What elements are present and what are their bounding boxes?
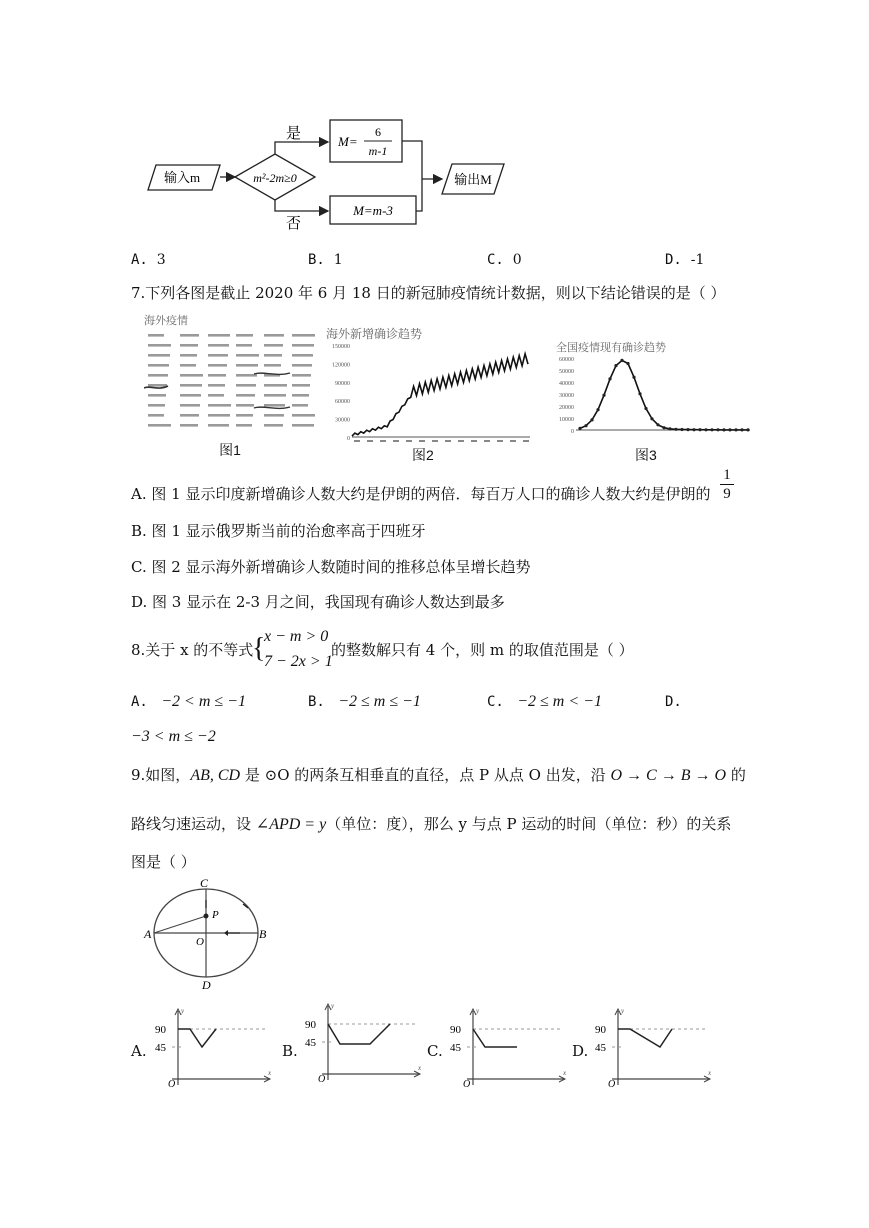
option-letter: A. <box>131 252 148 268</box>
highlight-mark <box>254 407 290 408</box>
figure-1-title: 海外疫情 <box>144 314 188 327</box>
segment-ap <box>154 916 206 933</box>
table-cell <box>208 374 226 377</box>
q9-option-b-label[interactable]: B. <box>282 1042 298 1060</box>
table-cell <box>264 394 286 397</box>
figure-3-point <box>734 428 737 431</box>
flowchart-yes-box-lhs: M= <box>338 134 358 149</box>
table-cell <box>180 364 196 367</box>
y-label-45: 45 <box>595 1042 606 1054</box>
inequality-1: x − m > 0 <box>264 628 329 645</box>
q9-line-1-mid: 是 ⊙O 的两条互相垂直的直径，点 P 从点 O 出发，沿 <box>240 766 611 784</box>
q8-stem-pre: 8.关于 x 的不等式 <box>131 641 254 659</box>
q9-line-1-pre: 9.如图， <box>131 766 191 784</box>
highlight-mark <box>254 373 290 374</box>
option-letter: D. <box>665 252 682 268</box>
y-label-45: 45 <box>450 1042 461 1054</box>
figure-3-y-tick: 40000 <box>559 381 574 387</box>
table-cell <box>236 374 257 377</box>
table-cell <box>236 354 259 357</box>
fraction-denominator: 9 <box>720 484 734 503</box>
figure-3-point <box>614 364 617 367</box>
q6-option-d[interactable] <box>665 250 704 270</box>
label-p: P <box>212 909 219 921</box>
figure-3-point <box>728 428 731 431</box>
table-cell <box>208 424 229 427</box>
option-value: −2 ≤ m ≤ −1 <box>338 693 421 710</box>
y-axis-label: y <box>181 1007 185 1015</box>
q7-option-c[interactable]: C. 图 2 显示海外新增确诊人数随时间的推移总体呈增长趋势 <box>131 558 531 576</box>
q8-option-a[interactable] <box>131 692 246 712</box>
option-value: 1 <box>333 252 343 268</box>
q9-line-2-post: （单位：度），那么 y 与点 P 运动的时间（单位：秒）的关系 <box>326 815 732 833</box>
figure-2-series-line <box>352 354 528 436</box>
figure-3-point <box>704 428 707 431</box>
table-cell <box>180 374 203 377</box>
flowchart-no-label: 否 <box>286 216 302 232</box>
figure-1-table <box>144 328 316 436</box>
figure-2-y-tick: 150000 <box>332 344 350 350</box>
x-axis-label: x <box>418 1064 422 1072</box>
label-b: B <box>259 927 267 941</box>
figure-3-y-tick: 50000 <box>559 369 574 375</box>
q9-graph-b[interactable] <box>300 1000 425 1085</box>
figure-3-y-tick: 30000 <box>559 393 574 399</box>
table-cell <box>236 394 255 397</box>
option-value: −2 < m ≤ −1 <box>161 693 246 710</box>
figure-3-point <box>710 428 713 431</box>
table-cell <box>264 384 287 387</box>
figure-3-chart <box>540 352 755 442</box>
option-value: −2 ≤ m < −1 <box>517 693 602 710</box>
figure-2-x-tick <box>354 440 360 442</box>
q8-option-d[interactable] <box>665 692 682 712</box>
table-cell <box>148 364 169 367</box>
table-cell <box>148 414 164 417</box>
q7-option-a-fraction <box>720 466 734 503</box>
q7-option-d[interactable]: D. 图 3 显示在 2-3 月之间，我国现有确诊人数达到最多 <box>131 593 505 611</box>
label-a: A <box>144 927 152 941</box>
table-cell <box>292 384 310 387</box>
figure-2-y-tick: 60000 <box>335 399 350 406</box>
figure-2-y-tick: 30000 <box>335 417 350 424</box>
figure-3-point <box>668 427 671 430</box>
table-cell <box>292 404 308 407</box>
q9-option-d-label[interactable]: D. <box>572 1042 589 1060</box>
figure-2-x-tick <box>419 440 425 442</box>
figure-3-y-tick: 20000 <box>559 405 574 411</box>
q8-stem-post: 的整数解只有 4 个，则 m 的取值范围是（ ） <box>331 641 634 659</box>
fraction-numerator: 1 <box>723 467 731 483</box>
option-value: 3 <box>156 252 166 268</box>
table-cell <box>208 344 229 347</box>
table-cell <box>264 364 281 367</box>
table-cell <box>264 414 284 417</box>
table-cell <box>292 364 312 367</box>
table-cell <box>208 334 230 337</box>
flowchart-input-label: 输入m <box>163 170 201 185</box>
q6-option-c[interactable] <box>487 250 522 270</box>
option-value: 0 <box>512 252 522 268</box>
flowchart <box>140 110 520 240</box>
flowchart-yes-box-den: m-1 <box>368 144 388 158</box>
table-cell <box>236 364 258 367</box>
q9-option-a-label[interactable]: A. <box>131 1042 147 1060</box>
figure-3-point <box>638 392 641 395</box>
brace-icon: { <box>252 633 266 664</box>
table-cell <box>208 354 228 357</box>
option-text: A. 图 1 显示印度新增确诊人数大约是伊朗的两倍．每百万人口的确诊人数大约是伊朗的 <box>131 485 711 503</box>
figure-3-point <box>674 428 677 431</box>
flowchart-condition-label: m²-2m≥0 <box>253 171 297 185</box>
table-cell <box>264 404 285 407</box>
table-cell <box>148 354 170 357</box>
y-axis-label: y <box>621 1007 625 1015</box>
q7-option-a[interactable] <box>131 484 710 504</box>
x-axis-label: x <box>708 1069 712 1077</box>
table-cell <box>208 364 227 367</box>
table-cell <box>180 354 197 357</box>
graph-curve <box>618 1029 672 1047</box>
figure-2-y-tick: 120000 <box>332 362 350 369</box>
figure-2-x-tick <box>445 440 451 442</box>
origin-label: O <box>318 1074 326 1085</box>
figure-2-title: 海外新增确诊趋势 <box>326 327 423 341</box>
q9-line-1-post: 的 <box>726 766 746 784</box>
label-c: C <box>200 878 209 890</box>
q9-graph-d[interactable] <box>590 1005 715 1090</box>
table-cell <box>148 384 167 387</box>
figure-3-y-tick: 0 <box>571 429 574 435</box>
q9-line-1 <box>131 765 746 786</box>
origin-label: O <box>168 1079 176 1090</box>
y-axis-label: y <box>476 1007 480 1015</box>
figure-2-x-tick <box>523 440 529 442</box>
y-label-45: 45 <box>155 1042 166 1054</box>
q7-stem: 7.下列各图是截止 2020 年 6 月 18 日的新冠肺疫情统计数据，则以下结论错误的是（ ） <box>131 284 726 302</box>
q7-option-b[interactable]: B. 图 1 显示俄罗斯当前的治愈率高于四班牙 <box>131 522 426 540</box>
figure-3-point <box>626 362 629 365</box>
table-cell <box>180 384 202 387</box>
origin-label: O <box>608 1079 616 1090</box>
x-axis-label: x <box>563 1069 567 1077</box>
q9-option-c-label[interactable]: C. <box>427 1042 443 1060</box>
figure-3-point <box>578 427 581 430</box>
table-cell <box>148 334 164 337</box>
figure-2-x-tick <box>380 440 386 442</box>
y-label-90: 90 <box>450 1024 461 1036</box>
figure-3-point <box>722 428 725 431</box>
figure-3-point <box>608 377 611 380</box>
figure-3-caption: 图3 <box>635 447 657 463</box>
table-cell <box>292 414 315 417</box>
y-label-90: 90 <box>155 1024 166 1036</box>
figure-3-point <box>596 408 599 411</box>
flowchart-yes-label: 是 <box>286 126 302 142</box>
figure-2-x-tick <box>484 440 490 442</box>
table-cell <box>264 344 283 347</box>
figure-3-point <box>740 428 743 431</box>
table-cell <box>236 414 253 417</box>
figure-2-x-tick <box>471 440 477 442</box>
table-cell <box>208 384 225 387</box>
y-label-45: 45 <box>305 1037 316 1049</box>
option-value: -1 <box>690 252 705 268</box>
figure-2-caption: 图2 <box>412 447 434 463</box>
table-cell <box>148 404 165 407</box>
origin-label: O <box>463 1079 471 1090</box>
table-cell <box>292 374 311 377</box>
table-cell <box>148 374 168 377</box>
figure-3-point <box>650 417 653 420</box>
table-cell <box>180 414 199 417</box>
table-cell <box>292 394 309 397</box>
figure-3-point <box>692 428 695 431</box>
q7-figure-3 <box>540 312 755 465</box>
table-cell <box>264 354 282 357</box>
q9-line-1-path: O → C → B → O <box>610 767 727 784</box>
label-d: D <box>202 978 211 990</box>
table-cell <box>148 344 171 347</box>
table-cell <box>292 424 314 427</box>
figure-2-x-tick <box>393 440 399 442</box>
option-letter: D. <box>665 694 682 710</box>
q9-graph-c[interactable] <box>445 1005 570 1090</box>
option-letter: A. <box>131 694 148 710</box>
q9-line-1-ab: AB, CD <box>190 767 241 784</box>
figure-3-point <box>686 428 689 431</box>
figure-3-point <box>590 418 593 421</box>
table-cell <box>208 394 224 397</box>
table-cell <box>180 344 198 347</box>
figure-3-point <box>620 359 623 362</box>
q9-circle-figure <box>140 878 280 990</box>
x-axis-label: x <box>268 1069 272 1077</box>
graph-curve <box>178 1029 216 1047</box>
figure-3-point <box>716 428 719 431</box>
q9-line-2-pre: 路线匀速运动，设 <box>131 815 256 833</box>
point-p <box>204 914 209 919</box>
table-cell <box>264 424 283 427</box>
figure-3-point <box>746 428 749 431</box>
q6-option-b[interactable] <box>308 250 343 270</box>
q9-graph-a[interactable] <box>150 1005 275 1090</box>
q7-figure-2 <box>322 325 532 465</box>
q9-line-3: 图是（ ） <box>131 853 196 871</box>
figure-2-x-tick <box>497 440 503 442</box>
table-cell <box>148 424 171 427</box>
y-axis-label: y <box>331 1002 335 1010</box>
figure-2-x-tick <box>406 440 412 442</box>
q6-option-a[interactable] <box>131 250 166 270</box>
option-letter: C. <box>487 694 504 710</box>
table-cell <box>292 344 314 347</box>
figure-3-point <box>584 424 587 427</box>
q8-system <box>264 624 333 674</box>
figure-2-x-tick <box>432 440 438 442</box>
flowchart-yes-box-num: 6 <box>375 125 381 139</box>
figure-3-point <box>680 428 683 431</box>
figure-3-point <box>662 426 665 429</box>
figure-3-point <box>632 376 635 379</box>
y-label-90: 90 <box>595 1024 606 1036</box>
table-cell <box>180 394 201 397</box>
figure-3-point <box>644 407 647 410</box>
q8-option-d-value <box>131 726 216 747</box>
figure-1-caption: 图1 <box>219 442 241 458</box>
option-letter: B. <box>308 694 325 710</box>
table-cell <box>148 394 166 397</box>
figure-3-title: 全国疫情现有确诊趋势 <box>556 341 666 354</box>
figure-2-y-tick: 90000 <box>335 380 350 387</box>
q9-line-2 <box>131 814 731 835</box>
q8-option-c[interactable] <box>487 692 602 712</box>
table-cell <box>180 424 198 427</box>
figure-2-x-tick <box>458 440 464 442</box>
figure-3-point <box>602 394 605 397</box>
option-letter: C. <box>487 252 504 268</box>
table-cell <box>236 424 252 427</box>
table-cell <box>236 404 254 407</box>
table-cell <box>236 344 252 347</box>
figure-3-y-tick: 60000 <box>559 357 574 363</box>
flowchart-output-label: 输出M <box>454 172 492 187</box>
table-cell <box>180 334 199 337</box>
table-cell <box>292 354 313 357</box>
table-cell <box>236 384 256 387</box>
figure-2-x-tick <box>510 440 516 442</box>
graph-curve <box>328 1024 390 1044</box>
label-o: O <box>196 936 204 948</box>
graph-curve <box>473 1029 517 1047</box>
y-label-90: 90 <box>305 1019 316 1031</box>
table-cell <box>292 334 315 337</box>
table-cell <box>236 334 253 337</box>
q7-figure-1 <box>144 312 316 462</box>
option-letter: B. <box>308 252 325 268</box>
flowchart-no-box-label: M=m-3 <box>353 203 393 218</box>
figure-2-y-tick: 0 <box>347 436 350 442</box>
figure-2-x-tick <box>367 440 373 442</box>
q8-option-b[interactable] <box>308 692 421 712</box>
table-cell <box>208 404 231 407</box>
figure-2-chart <box>322 339 532 449</box>
table-cell <box>180 404 200 407</box>
table-cell <box>264 334 284 337</box>
table-cell <box>208 414 230 417</box>
figure-3-y-tick: 10000 <box>559 417 574 423</box>
option-value: −3 < m ≤ −2 <box>131 728 216 745</box>
q9-line-2-angle: ∠APD = y <box>255 816 327 833</box>
figure-3-point <box>698 428 701 431</box>
inequality-2: 7 − 2x > 1 <box>264 653 333 670</box>
figure-3-point <box>656 423 659 426</box>
